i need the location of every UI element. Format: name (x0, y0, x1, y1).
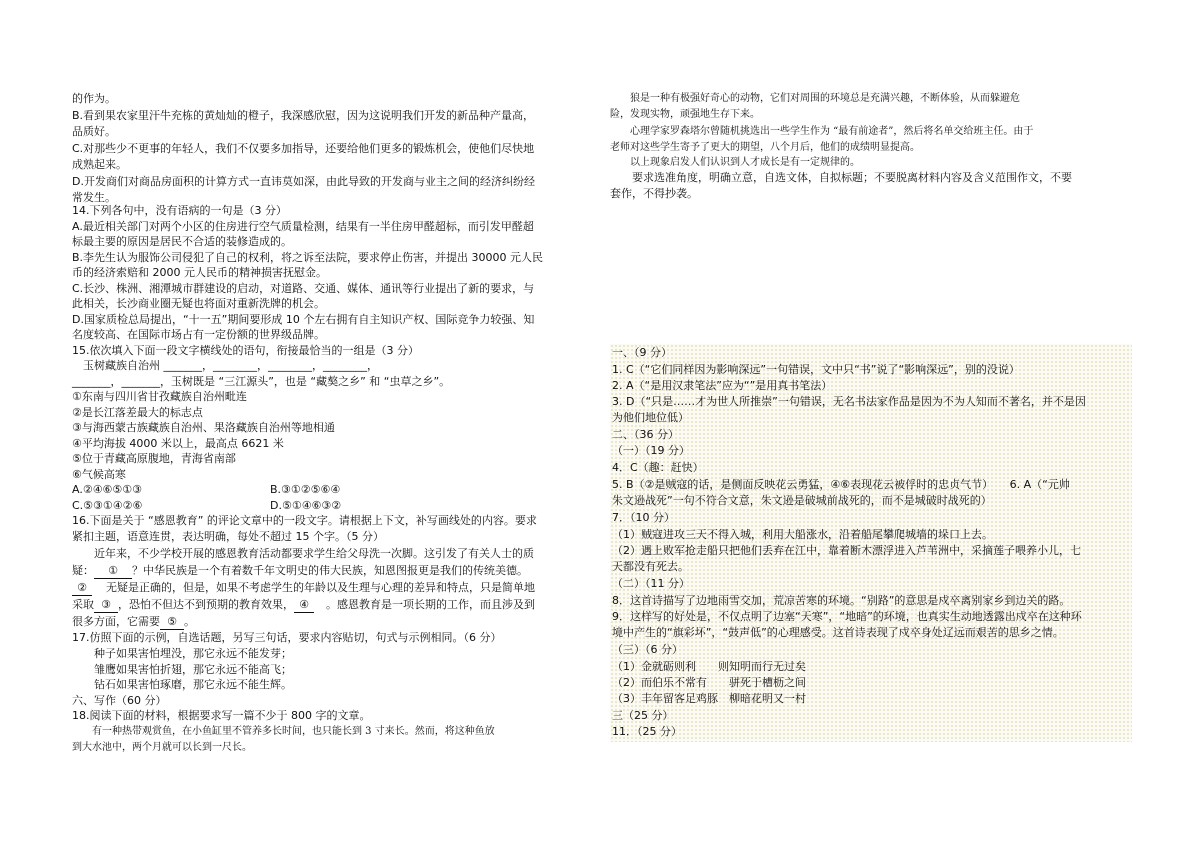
text-line: A.最近相关部门对两个小区的住房进行空气质量检测，结果有一半住房甲醛超标，而引发甲醛超 (72, 220, 534, 233)
question-14-title: 14.下列各句中，没有语病的一句是（3 分） (72, 204, 287, 217)
text-line: 品质好。 (72, 125, 116, 138)
answer-line: （1）贼寇进攻三天不得入城，利用大船涨水，沿着船尾攀爬城墙的垛口上去。 (612, 528, 993, 541)
text-line: D.开发商们对商品房面积的计算方式一直讳莫如深，由此导致的开发商与业主之间的经济纠纷经 (72, 175, 535, 188)
text-line: 名度较高、在国际市场占有一定份额的世界级品牌。 (72, 328, 325, 341)
sentence-3: ③与海西蒙古族藏族自治州、果洛藏族自治州等地相通 (72, 421, 335, 434)
material-line: 心理学家罗森塔尔曾随机挑选出一些学生作为 “最有前途者”，然后将名单交给班主任。由于 (610, 126, 1034, 137)
sentence-6: ⑥气候高寒 (72, 468, 126, 481)
example-line: 雏鹰如果害怕折翅，那它永远不能高飞； (72, 663, 292, 676)
answer-line: 一、（9 分） (612, 346, 672, 359)
text-line: 玉树藏族自治州 _______，________，________，________， (72, 359, 378, 372)
q16-text: 采取 (72, 598, 94, 611)
answer-line: 8．这首诗描写了边地雨雪交加，荒凉苦寒的环境。“别路”的意思是戍卒离别家乡到边关的路。 (612, 594, 1071, 607)
q16-text: 无疑是正确的，但是，如果不考虑学生的年龄以及生理与心理的差异和特点，只是简单地 (106, 581, 535, 594)
answer-line: （1）金就砺则利 则知明而行无过矣 (612, 660, 806, 673)
text-line: B.李先生认为服饰公司侵犯了自己的权利，将之诉至法院，要求停止伤害，并提出 30000 元人民 (72, 251, 544, 264)
answer-line: 4．C（趣：赶快） (612, 461, 704, 474)
q16-line-4 (72, 614, 195, 630)
answer-line: （2）而伯乐不常有 骈死于槽枥之间 (612, 676, 806, 689)
example-line: 种子如果害怕埋没，那它永远不能发芽； (72, 647, 292, 660)
sentence-2: ②是长江落差最大的标志点 (72, 406, 203, 419)
text-line: C.对那些少不更事的年轻人，我们不仅要多加指导，还要给他们更多的锻炼机会，使他们尽快地 (72, 142, 535, 155)
material-line: 老师对这些学生寄予了更大的期望，八个月后，他们的成绩明显提高。 (610, 142, 920, 153)
sentence-5: ⑤位于青藏高原腹地，青海省南部 (72, 452, 236, 465)
answer-line: （三）（6 分） (612, 643, 683, 656)
question-17-title: 17.仿照下面的示例，自选话题，另写三句话，要求内容贴切，句式与示例相同。（6 分） (72, 631, 502, 644)
text-line: B.看到果农家里汗牛充栋的黄灿灿的橙子，我深感欣慰，因为这说明我们开发的新品种产量高， (72, 109, 535, 122)
text-line: D.国家质检总局提出，“十一五”期间要形成 10 个左右拥有自主知识产权、国际竞争力较强、知 (72, 313, 535, 326)
sentence-1: ①东南与四川省甘孜藏族自治州毗连 (72, 390, 247, 403)
text-line: 的作为。 (72, 92, 116, 105)
answer-key-panel (610, 344, 1132, 742)
q16-line-2 (72, 580, 535, 596)
requirement-line: 要求选准角度，明确立意，自选文体，自拟标题；不要脱离材料内容及含义范围作文，不要 (610, 171, 1072, 184)
material-line: 险，发现实物，顽强地生存下来。 (610, 109, 760, 120)
text-line: 常发生。 (72, 191, 116, 204)
answer-line: （一）（19 分） (612, 444, 690, 457)
section-6-title: 六、写作（60 分） (72, 694, 167, 707)
q16-text: ，恐怕不但达不到预期的教育效果， (118, 598, 294, 611)
answer-line: （二）（11 分） (612, 577, 690, 590)
text-line: 近年来，不少学校开展的感恩教育活动都要求学生给父母洗一次脚。这引发了有关人士的质 (72, 547, 534, 560)
blank-2: ② (72, 580, 92, 596)
answer-line: 朱文逊战死”一句不符合文意，朱文逊是破城前战死的，而不是城破时战死的） (612, 494, 992, 507)
q16-line-3 (72, 597, 535, 613)
blank-5: ⑤ (160, 614, 184, 630)
text-line: 币的经济索赔和 2000 元人民币的精神损害抚慰金。 (72, 266, 327, 279)
q16-text: ？中华民族是一个有着数千年文明史的伟大民族，知恩图报更是我们的传统美德。 (132, 564, 528, 577)
option-b: B.③①②⑤⑥④ (270, 483, 341, 496)
answer-line: （3）丰年留客足鸡豚 柳暗花明又一村 (612, 692, 806, 705)
question-15-title: 15.依次填入下面一段文字横线处的语句，衔接最恰当的一组是（3 分） (72, 344, 419, 357)
q16-text: 很多方面，它需要 (72, 615, 160, 628)
example-line: 钻石如果害怕琢磨，那它永远不能生辉。 (72, 678, 292, 691)
q16-text: 。 (184, 615, 195, 628)
option-c: C.⑤③①④②⑥ (72, 499, 143, 512)
question-16-title: 16.下面是关于 “感恩教育” 的评论文章中的一段文字。请根据上下文，补写画线处的内容。要求 (72, 514, 537, 527)
material-line: 有一种热带观赏鱼，在小鱼缸里不管养多长时间，也只能长到 3 寸来长。然而，将这种鱼放 (72, 726, 495, 737)
answer-line: 天都没有死去。 (612, 560, 689, 573)
answer-line: 11．（25 分） (612, 725, 682, 738)
text-line: _______，_______，玉树既是 “三江源头”，也是 “藏獒之乡” 和 “虫草之乡”。 (72, 375, 451, 388)
blank-4: ④ (294, 597, 314, 613)
answer-line: 5. B（②是贼寇的话，是侧面反映花云勇猛，④⑥表现花云被俘时的忠贞气节） 6. A（“元帅 (612, 478, 1070, 491)
requirement-line: 套作，不得抄袭。 (610, 187, 698, 200)
answer-line: 7．（10 分） (612, 511, 675, 524)
q16-line-1 (72, 563, 528, 579)
option-d: D.⑤①④⑥③② (270, 499, 342, 512)
material-line: 狼是一种有极强好奇心的动物，它们对周围的环境总是充满兴趣，不断体验，从而躲避危 (610, 93, 1020, 104)
q16-text: 疑： (72, 564, 94, 577)
text-line: C.长沙、株洲、湘潭城市群建设的启动，对道路、交通、媒体、通讯等行业提出了新的要求，与 (72, 282, 535, 295)
option-a: A.②④⑥⑤①③ (72, 483, 142, 496)
sentence-4: ④平均海拔 4000 米以上，最高点 6621 米 (72, 437, 284, 450)
text-line: 紧扣主题，语意连贯，表达明确，每处不超过 15 个字。（5 分） (72, 530, 384, 543)
material-line: 以上现象启发人们认识到人才成长是有一定规律的。 (610, 157, 860, 168)
answer-line: 9．这样写的好处是，不仅点明了边塞“天寒”，“地暗”的环境，也真实生动地透露出戍卒在这种环 (612, 610, 1082, 623)
text-line: 成熟起来。 (72, 158, 127, 171)
answer-line: 境中产生的“旗彩坏”，“鼓声低”的心理感受。这首诗表现了戍卒身处辽远而艰苦的思乡之情。 (612, 626, 1064, 639)
blank-1: ① (94, 563, 132, 579)
text-line: 此相关，长沙商业圈无疑也将面对重新洗牌的机会。 (72, 297, 325, 310)
text-line: 标最主要的原因是居民不合适的装修造成的。 (72, 235, 292, 248)
answer-line: 2. A（“是用汉隶笔法”应为“”是用真书笔法） (612, 379, 833, 392)
answer-line: （2）遇上败军抢走船只把他们丢弃在江中，靠着断木漂浮进入芦苇洲中，采摘莲子喂养小儿，七 (612, 544, 1081, 557)
answer-line: 二、（36 分） (612, 428, 679, 441)
blank-3: ③ (94, 597, 118, 613)
answer-line: 1. C（“它们同样因为影响深远”一句错误，文中只“书”说了“影响深远”，别的没说） (612, 363, 1020, 376)
material-line: 到大水池中，两个月就可以长到一尺长。 (72, 742, 252, 753)
answer-line: 为他们地位低） (612, 411, 689, 424)
question-18-title: 18.阅读下面的材料，根据要求写一篇不少于 800 字的文章。 (72, 709, 371, 722)
answer-line: 三（25 分） (612, 709, 674, 722)
q16-text: 。感恩教育是一项长期的工作，而且涉及到 (326, 598, 535, 611)
answer-line: 3. D（“只是……才为世人所推崇”一句错误，无名书法家作品是因为不为人知而不著名，并不是因 (612, 395, 1086, 408)
